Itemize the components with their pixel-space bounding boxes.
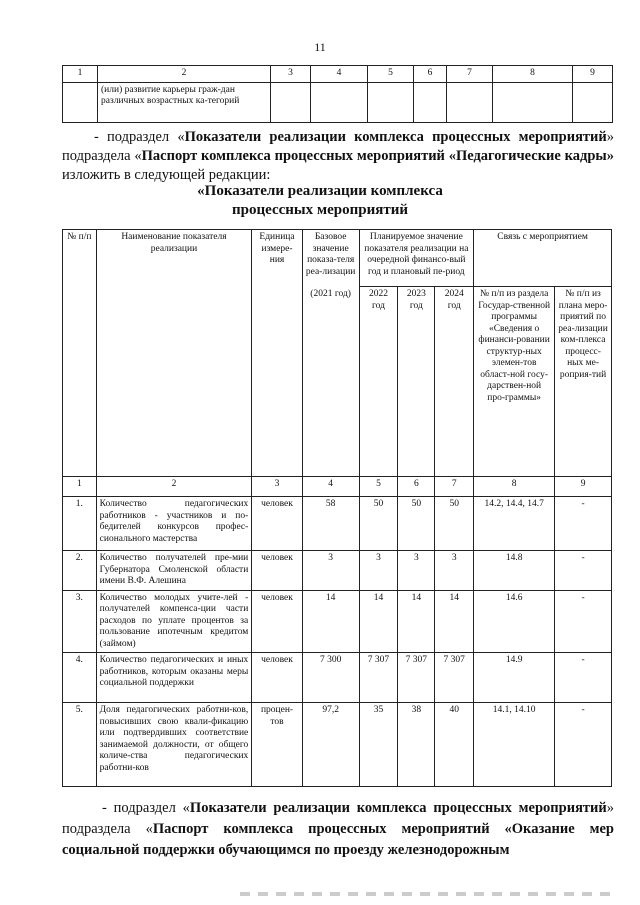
- row-y2024: 40: [435, 703, 474, 787]
- header-link-plan: № п/п из плана меро-приятий по реа-лизации ком-плекса процесс-ных ме-роприя-тий: [555, 287, 612, 477]
- table-row: [63, 82, 613, 122]
- header-link: Связь с мероприятием: [474, 230, 612, 287]
- cell: 7: [435, 477, 474, 497]
- row-name: Количество получателей пре-мии Губернатора Смоленской области имени В.Ф. Алешина: [96, 551, 252, 591]
- text-bold: Паспорт комплекса процессных мероприятий «Оказание мер социальной поддержки обучающимся по проезду железнодорожным: [62, 821, 615, 858]
- row-y2022: 35: [359, 703, 398, 787]
- header-base-year: (2021 год): [302, 287, 359, 477]
- row-unit: человек: [252, 551, 302, 591]
- row-name: Количество педагогических работников - участников и по-бедителей конкурсов профес-сионального мастерства: [96, 497, 252, 551]
- cell: [447, 82, 493, 122]
- table-row: [63, 590, 612, 653]
- cell: [311, 82, 368, 122]
- header-unit: Единица измере-ния: [252, 230, 302, 477]
- row-link-program: 14.8: [474, 551, 555, 591]
- header-name: Наименование показателя реализации: [96, 230, 252, 477]
- row-name: Доля педагогических работни-ков, повысивших свою квали-фикацию или подтвердивших соответствие занимаемой должности, от общего количе-ства педагогических работни-ков: [96, 703, 252, 787]
- row-link-program: 14.1, 14.10: [474, 703, 555, 787]
- row-y2023: 14: [398, 590, 435, 653]
- row-name: Количество педагогических и иных работников, которым оказаны меры социальной поддержки: [96, 653, 252, 703]
- text: изложить в следующей редакции:: [62, 167, 271, 183]
- cell: 8: [474, 477, 555, 497]
- row-link-program: 14.9: [474, 653, 555, 703]
- header-year-2023: 2023 год: [398, 287, 435, 477]
- row-link-plan: -: [555, 703, 612, 787]
- row-y2023: 7 307: [398, 653, 435, 703]
- row-y2024: 7 307: [435, 653, 474, 703]
- text: » подраздела «: [62, 129, 614, 164]
- cell: 1: [63, 477, 97, 497]
- table-row: [63, 653, 612, 703]
- header-year-2022: 2022 год: [359, 287, 398, 477]
- row-unit: человек: [252, 497, 302, 551]
- text-bold: Паспорт комплекса процессных мероприятий «Педагогические кадры»: [141, 148, 614, 164]
- header-base: Базовое значение показа-теля реа-лизации: [302, 230, 359, 287]
- row-base: 3: [302, 551, 359, 591]
- section-title-line-2: процессных мероприятий: [231, 202, 408, 218]
- cell: 3: [271, 66, 311, 83]
- header-row-1: [63, 230, 612, 287]
- row-y2023: 50: [398, 497, 435, 551]
- table-row: [63, 497, 612, 551]
- cell: 1: [63, 66, 98, 83]
- cell: 3: [252, 477, 302, 497]
- row-link-plan: -: [555, 497, 612, 551]
- section-title-line-1: «Показатели реализации комплекса: [197, 183, 443, 199]
- cell: 6: [414, 66, 447, 83]
- row-name: Количество молодых учите-лей - получателей компенса-ции части расходов по уплате процентов за пользование ипотечным кредитом (займом): [96, 590, 252, 653]
- cell: [271, 82, 311, 122]
- row-y2023: 38: [398, 703, 435, 787]
- row-link-plan: -: [555, 551, 612, 591]
- text: - подраздел «: [102, 800, 190, 816]
- row-y2022: 7 307: [359, 653, 398, 703]
- cell: 2: [96, 477, 252, 497]
- row-num: 4.: [63, 653, 97, 703]
- top-table-header-row: [63, 66, 613, 83]
- row-num: 2.: [63, 551, 97, 591]
- cell: 7: [447, 66, 493, 83]
- row-base: 7 300: [302, 653, 359, 703]
- row-link-program: 14.6: [474, 590, 555, 653]
- cell: [368, 82, 414, 122]
- row-y2024: 50: [435, 497, 474, 551]
- top-table: [62, 65, 613, 123]
- row-y2022: 14: [359, 590, 398, 653]
- text: » подраздела «: [62, 800, 614, 837]
- cell: 5: [359, 477, 398, 497]
- cell: 5: [368, 66, 414, 83]
- table-row: [63, 551, 612, 591]
- cell: 2: [98, 66, 271, 83]
- row-num: 5.: [63, 703, 97, 787]
- cell: (или) развитие карьеры граж-дан различных возрастных ка-тегорий: [98, 82, 271, 122]
- cell: [414, 82, 447, 122]
- row-link-plan: -: [555, 590, 612, 653]
- row-unit: человек: [252, 590, 302, 653]
- cell: 9: [573, 66, 613, 83]
- row-unit: человек: [252, 653, 302, 703]
- row-unit: процен-тов: [252, 703, 302, 787]
- cell: 4: [302, 477, 359, 497]
- header-num: № п/п: [63, 230, 97, 477]
- column-numbers-row: [63, 477, 612, 497]
- text: - подраздел «: [94, 129, 185, 145]
- cell: [573, 82, 613, 122]
- row-base: 58: [302, 497, 359, 551]
- paragraph-2: [62, 798, 614, 861]
- row-y2022: 50: [359, 497, 398, 551]
- row-y2024: 14: [435, 590, 474, 653]
- cell: 4: [311, 66, 368, 83]
- header-year-2024: 2024 год: [435, 287, 474, 477]
- cell: 8: [493, 66, 573, 83]
- indicators-table: [62, 229, 612, 787]
- row-base: 97,2: [302, 703, 359, 787]
- header-link-program: № п/п из раздела Государ-ственной программы «Сведения о финанси-ровании структур-ных элемен-тов област-ной госу-дарствен-ной про-граммы»: [474, 287, 555, 477]
- table-row: [63, 703, 612, 787]
- row-y2023: 3: [398, 551, 435, 591]
- scan-artifact: [240, 892, 610, 896]
- cell: [63, 82, 98, 122]
- row-y2022: 3: [359, 551, 398, 591]
- row-num: 1.: [63, 497, 97, 551]
- text-bold: Показатели реализации комплекса процессных мероприятий: [184, 129, 607, 145]
- header-plan: Планируемое значение показателя реализации на очередной финансо-вый год и плановый пе-риод: [359, 230, 474, 287]
- row-base: 14: [302, 590, 359, 653]
- page-number: 11: [314, 40, 326, 54]
- cell: [493, 82, 573, 122]
- paragraph-1: [62, 128, 614, 185]
- row-num: 3.: [63, 590, 97, 653]
- cell: 9: [555, 477, 612, 497]
- row-y2024: 3: [435, 551, 474, 591]
- row-link-plan: -: [555, 653, 612, 703]
- text-bold: Показатели реализации комплекса процессных мероприятий: [189, 800, 607, 816]
- row-link-program: 14.2, 14.4, 14.7: [474, 497, 555, 551]
- cell: 6: [398, 477, 435, 497]
